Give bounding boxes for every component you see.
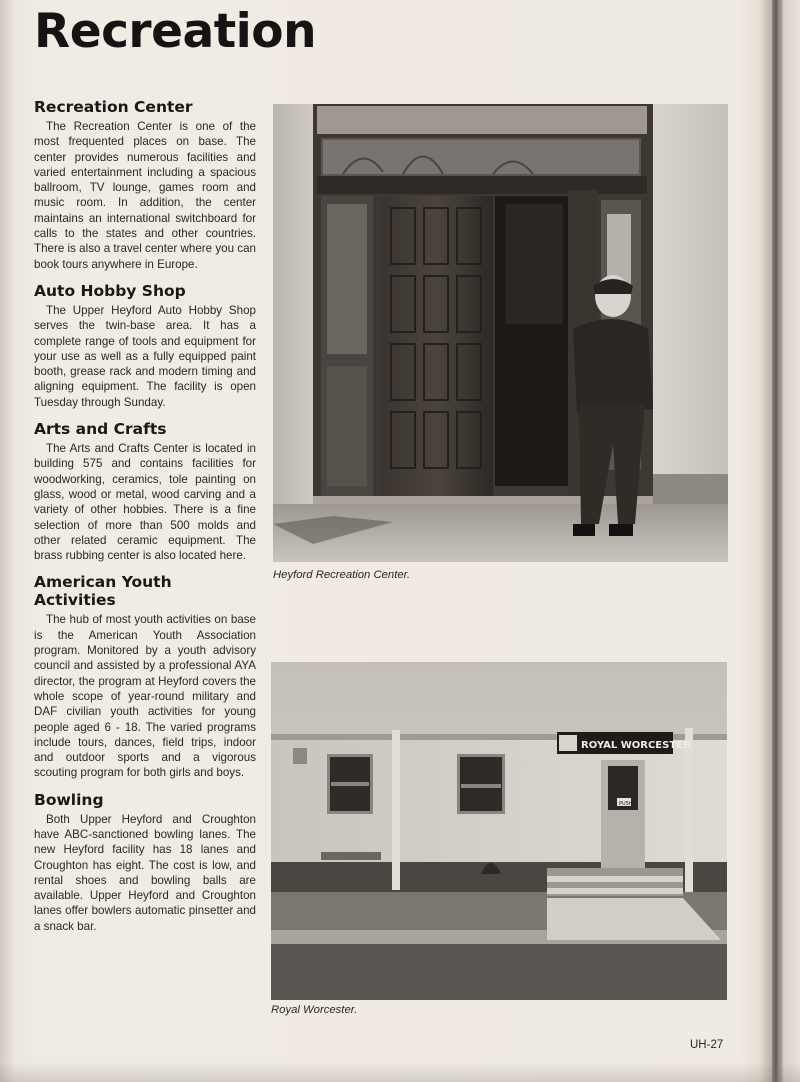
section-american-youth-activities (34, 573, 256, 780)
royal-worcester-photo (271, 662, 727, 1000)
page-title: Recreation (34, 4, 317, 59)
section-heading: Bowling (34, 790, 104, 809)
recreation-center-photo (273, 104, 728, 562)
section-body: The Recreation Center is one of the most frequented places on base. The center provides numerous facilities and varied entertainment including a spacious ballroom, TV lounge, games room and music room. In addition, the center maintains an international switchboard for calls to the states and other countries. There is also a travel center where you can book tours anywhere in Europe. (34, 120, 256, 271)
page-spine (772, 0, 780, 1082)
royal-worcester-illustration (271, 662, 727, 1000)
section-heading: Arts and Crafts (34, 420, 167, 439)
door-push-sign: PUSH (619, 801, 633, 807)
section-recreation-center (34, 98, 256, 272)
section-body: The Upper Heyford Auto Hobby Shop serves the twin-base area. It has a complete range of tools and equipment for your use as well as a fully equipped paint booth, grease rack and modern timing and aligning equipment. The facility is open Tuesday through Sunday. (34, 303, 256, 409)
section-bowling (34, 791, 256, 934)
section-body: The Arts and Crafts Center is located in building 575 and contains facilities for woodworking, ceramics, tole painting on glass, wood or metal, wood carving and a variety of other hobbies. There is a fine selection of more than 500 molds and other related ceramic equipment. The brass rubbing center is also located here. (34, 442, 256, 563)
section-body: The hub of most youth activities on base is the American Youth Association program. Monitored by a youth advisory council and assisted by a professional AYA director, the program at Heyford covers the whole scope of year-round military and DAF civilian youth activities for young people aged 6 - 18. The varied programs include tours, dances, field trips, indoor and outdoor sports and a vigorous scouting program for both girls and boys. (34, 613, 256, 780)
section-arts-and-crafts (34, 420, 256, 563)
text-column (34, 98, 256, 944)
section-body: Both Upper Heyford and Croughton have ABC-sanctioned bowling lanes. The new Heyford facility has 18 lanes and Croughton has eight. The cost is low, and rental shoes and bowling balls are available. Upper Heyford and Croughton lanes offer bowlers automatic pinsetter and a snack bar. (34, 812, 256, 933)
recreation-center-illustration (273, 104, 728, 562)
page-number: UH-27 (690, 1039, 724, 1051)
royal-worcester-caption: Royal Worcester. (271, 1004, 358, 1016)
section-heading: Recreation Center (34, 98, 193, 116)
page-bottom-shadow (0, 1062, 800, 1082)
recreation-center-caption: Heyford Recreation Center. (273, 569, 411, 581)
section-heading: American Youth Activities (34, 573, 172, 610)
section-heading: Auto Hobby Shop (34, 281, 186, 300)
section-auto-hobby-shop (34, 282, 256, 410)
royal-worcester-sign-text: ROYAL WORCESTER (581, 740, 691, 751)
